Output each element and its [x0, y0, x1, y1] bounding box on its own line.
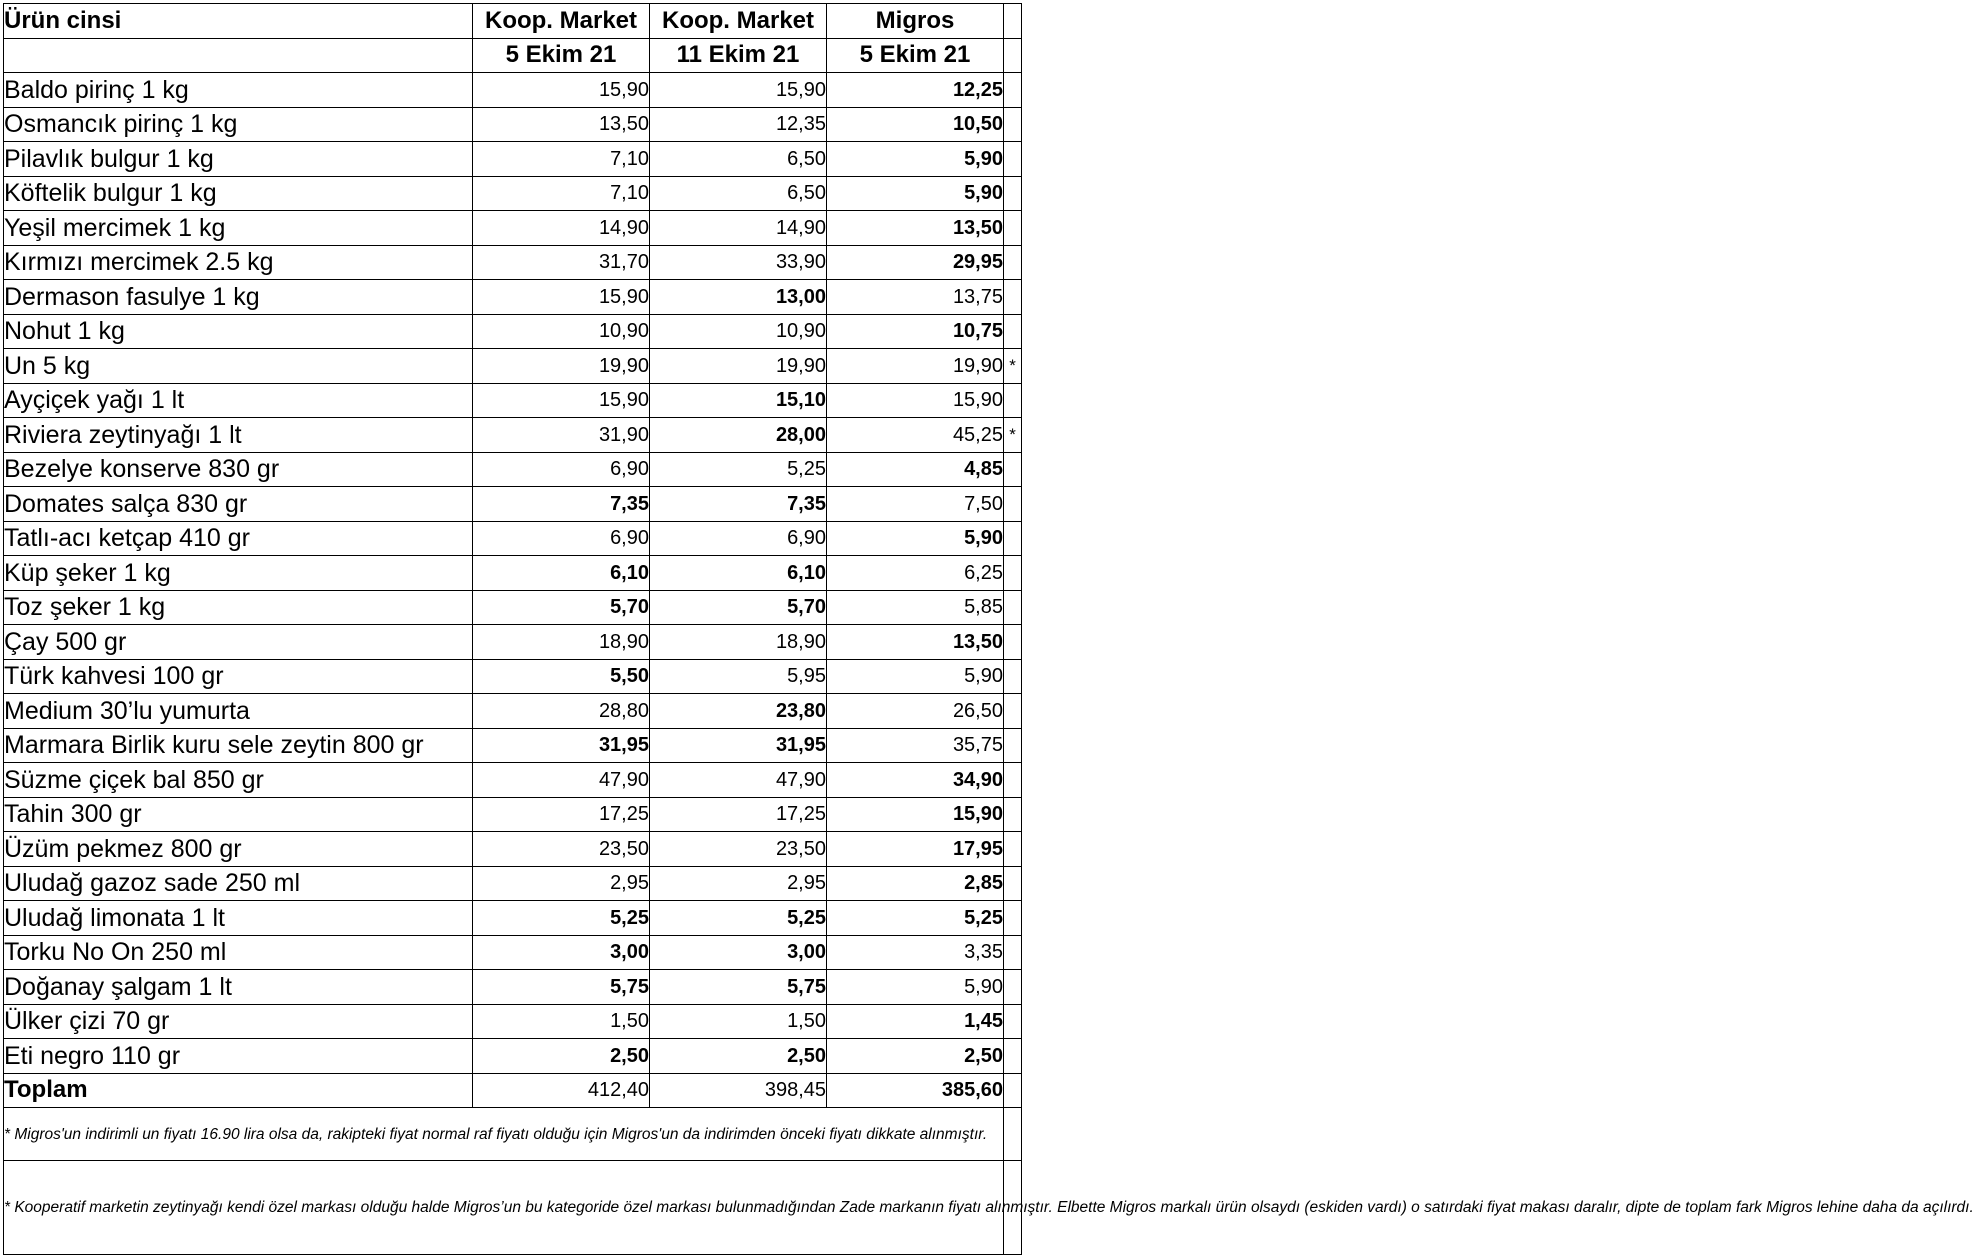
price-migros-5-ekim: 2,50	[827, 1039, 1004, 1074]
price-koop-11-ekim: 5,25	[650, 901, 827, 936]
table-row	[4, 452, 1022, 487]
footnote-text: * Kooperatif marketin zeytinyağı kendi özel markası olduğu halde Migros’un bu kategoride özel markası bulunmadığından Zade markanın fiyatı alınmıştır. Elbette Migros markalı ürün olsaydı (eskiden vardı) o satırdaki fiyat makası daralır, dipte de toplam fark Migros lehine daha da açılırdı.	[4, 1161, 1004, 1255]
product-name: Ülker çizi 70 gr	[4, 1004, 473, 1039]
total-migros-5-ekim: 385,60	[827, 1073, 1004, 1108]
date-header-koop-2: 11 Ekim 21	[650, 38, 827, 73]
table-row	[4, 107, 1022, 142]
product-name: Çay 500 gr	[4, 625, 473, 660]
table-row	[4, 487, 1022, 522]
footnote-marker-cell	[1004, 1108, 1022, 1161]
footnote-marker	[1004, 901, 1022, 936]
table-row	[4, 418, 1022, 453]
price-koop-5-ekim: 47,90	[473, 763, 650, 798]
product-name: Torku No On 250 ml	[4, 935, 473, 970]
price-koop-5-ekim: 5,50	[473, 659, 650, 694]
price-migros-5-ekim: 15,90	[827, 383, 1004, 418]
price-migros-5-ekim: 5,90	[827, 521, 1004, 556]
footnote-marker	[1004, 832, 1022, 867]
price-koop-11-ekim: 15,90	[650, 73, 827, 108]
footnote-marker	[1004, 935, 1022, 970]
product-name: Medium 30’lu yumurta	[4, 694, 473, 729]
price-koop-5-ekim: 15,90	[473, 280, 650, 315]
price-migros-5-ekim: 10,75	[827, 314, 1004, 349]
price-migros-5-ekim: 17,95	[827, 832, 1004, 867]
price-koop-11-ekim: 13,00	[650, 280, 827, 315]
table-row	[4, 349, 1022, 384]
footnote-marker	[1004, 590, 1022, 625]
footnote-marker	[1004, 107, 1022, 142]
price-koop-11-ekim: 1,50	[650, 1004, 827, 1039]
product-name: Türk kahvesi 100 gr	[4, 659, 473, 694]
price-koop-11-ekim: 28,00	[650, 418, 827, 453]
table-row	[4, 901, 1022, 936]
price-migros-5-ekim: 13,50	[827, 211, 1004, 246]
footnote-marker	[1004, 763, 1022, 798]
price-migros-5-ekim: 3,35	[827, 935, 1004, 970]
table-row	[4, 866, 1022, 901]
price-koop-11-ekim: 47,90	[650, 763, 827, 798]
product-name: Un 5 kg	[4, 349, 473, 384]
table-row	[4, 280, 1022, 315]
price-koop-11-ekim: 18,90	[650, 625, 827, 660]
price-koop-11-ekim: 5,70	[650, 590, 827, 625]
table-row	[4, 728, 1022, 763]
price-koop-5-ekim: 5,75	[473, 970, 650, 1005]
price-koop-5-ekim: 2,95	[473, 866, 650, 901]
price-migros-5-ekim: 10,50	[827, 107, 1004, 142]
footnote-marker	[1004, 452, 1022, 487]
table-row	[4, 73, 1022, 108]
total-label: Toplam	[4, 1073, 473, 1108]
price-koop-11-ekim: 2,50	[650, 1039, 827, 1074]
price-koop-5-ekim: 31,70	[473, 245, 650, 280]
table-row	[4, 694, 1022, 729]
price-migros-5-ekim: 5,85	[827, 590, 1004, 625]
price-koop-5-ekim: 6,90	[473, 521, 650, 556]
table-row	[4, 590, 1022, 625]
product-name: Yeşil mercimek 1 kg	[4, 211, 473, 246]
product-column-subheader	[4, 38, 473, 73]
footnote-marker	[1004, 142, 1022, 177]
product-name: Uludağ gazoz sade 250 ml	[4, 866, 473, 901]
table-row	[4, 314, 1022, 349]
product-name: Toz şeker 1 kg	[4, 590, 473, 625]
total-koop-11-ekim: 398,45	[650, 1073, 827, 1108]
price-koop-11-ekim: 23,80	[650, 694, 827, 729]
footnote-marker	[1004, 1039, 1022, 1074]
table-row	[4, 245, 1022, 280]
price-migros-5-ekim: 4,85	[827, 452, 1004, 487]
price-koop-11-ekim: 5,25	[650, 452, 827, 487]
product-name: Baldo pirinç 1 kg	[4, 73, 473, 108]
footnote-marker	[1004, 314, 1022, 349]
price-koop-5-ekim: 19,90	[473, 349, 650, 384]
price-koop-5-ekim: 6,90	[473, 452, 650, 487]
footnote-marker	[1004, 866, 1022, 901]
price-migros-5-ekim: 45,25	[827, 418, 1004, 453]
table-row	[4, 797, 1022, 832]
product-column-header: Ürün cinsi	[4, 4, 473, 39]
footnote-marker	[1004, 556, 1022, 591]
price-koop-11-ekim: 12,35	[650, 107, 827, 142]
footnote-marker	[1004, 245, 1022, 280]
footnote-row	[4, 1161, 1022, 1255]
product-name: Üzüm pekmez 800 gr	[4, 832, 473, 867]
footnote-row	[4, 1108, 1022, 1161]
price-koop-5-ekim: 7,10	[473, 176, 650, 211]
price-koop-5-ekim: 23,50	[473, 832, 650, 867]
price-koop-5-ekim: 13,50	[473, 107, 650, 142]
price-koop-5-ekim: 10,90	[473, 314, 650, 349]
footnote-marker	[1004, 728, 1022, 763]
table-row	[4, 832, 1022, 867]
price-koop-5-ekim: 17,25	[473, 797, 650, 832]
price-koop-5-ekim: 5,25	[473, 901, 650, 936]
table-row	[4, 659, 1022, 694]
price-koop-11-ekim: 33,90	[650, 245, 827, 280]
product-name: Ayçiçek yağı 1 lt	[4, 383, 473, 418]
price-koop-5-ekim: 31,90	[473, 418, 650, 453]
product-name: Pilavlık bulgur 1 kg	[4, 142, 473, 177]
marker-column-subheader	[1004, 38, 1022, 73]
total-marker-cell	[1004, 1073, 1022, 1108]
table-row	[4, 763, 1022, 798]
table-row	[4, 176, 1022, 211]
total-row	[4, 1073, 1022, 1108]
product-name: Süzme çiçek bal 850 gr	[4, 763, 473, 798]
footnote-marker	[1004, 280, 1022, 315]
price-koop-11-ekim: 14,90	[650, 211, 827, 246]
footnote-marker	[1004, 521, 1022, 556]
table-row	[4, 935, 1022, 970]
product-name: Riviera zeytinyağı 1 lt	[4, 418, 473, 453]
price-koop-11-ekim: 5,95	[650, 659, 827, 694]
price-migros-5-ekim: 13,75	[827, 280, 1004, 315]
price-migros-5-ekim: 5,90	[827, 176, 1004, 211]
table-row	[4, 211, 1022, 246]
date-header-migros: 5 Ekim 21	[827, 38, 1004, 73]
header-row-stores	[4, 4, 1022, 39]
product-name: Dermason fasulye 1 kg	[4, 280, 473, 315]
price-migros-5-ekim: 5,90	[827, 659, 1004, 694]
table-row	[4, 142, 1022, 177]
price-koop-5-ekim: 31,95	[473, 728, 650, 763]
price-migros-5-ekim: 26,50	[827, 694, 1004, 729]
price-koop-5-ekim: 15,90	[473, 383, 650, 418]
product-name: Marmara Birlik kuru sele zeytin 800 gr	[4, 728, 473, 763]
price-migros-5-ekim: 35,75	[827, 728, 1004, 763]
footnote-marker	[1004, 176, 1022, 211]
header-row-dates	[4, 38, 1022, 73]
footnote-marker	[1004, 73, 1022, 108]
price-koop-11-ekim: 23,50	[650, 832, 827, 867]
price-koop-11-ekim: 3,00	[650, 935, 827, 970]
price-koop-5-ekim: 3,00	[473, 935, 650, 970]
price-migros-5-ekim: 12,25	[827, 73, 1004, 108]
price-koop-5-ekim: 5,70	[473, 590, 650, 625]
price-migros-5-ekim: 5,25	[827, 901, 1004, 936]
product-name: Tatlı-acı ketçap 410 gr	[4, 521, 473, 556]
price-koop-11-ekim: 15,10	[650, 383, 827, 418]
product-name: Kırmızı mercimek 2.5 kg	[4, 245, 473, 280]
store-header-koop-1: Koop. Market	[473, 4, 650, 39]
price-koop-5-ekim: 14,90	[473, 211, 650, 246]
product-name: Domates salça 830 gr	[4, 487, 473, 522]
table-row	[4, 625, 1022, 660]
footnote-marker	[1004, 383, 1022, 418]
footnote-marker	[1004, 625, 1022, 660]
price-koop-11-ekim: 31,95	[650, 728, 827, 763]
price-koop-11-ekim: 7,35	[650, 487, 827, 522]
table-row	[4, 383, 1022, 418]
product-name: Eti negro 110 gr	[4, 1039, 473, 1074]
total-koop-5-ekim: 412,40	[473, 1073, 650, 1108]
price-migros-5-ekim: 7,50	[827, 487, 1004, 522]
price-koop-11-ekim: 10,90	[650, 314, 827, 349]
footnote-marker	[1004, 659, 1022, 694]
footnote-text: * Migros'un indirimli un fiyatı 16.90 lira olsa da, rakipteki fiyat normal raf fiyatı olduğu için Migros'un da indirimden önceki fiyatı dikkate alınmıştır.	[4, 1108, 1004, 1161]
date-header-koop-1: 5 Ekim 21	[473, 38, 650, 73]
price-migros-5-ekim: 15,90	[827, 797, 1004, 832]
table-row	[4, 970, 1022, 1005]
table-row	[4, 1039, 1022, 1074]
product-name: Doğanay şalgam 1 lt	[4, 970, 473, 1005]
price-koop-5-ekim: 7,10	[473, 142, 650, 177]
price-comparison-table	[3, 3, 1974, 1255]
price-migros-5-ekim: 29,95	[827, 245, 1004, 280]
price-migros-5-ekim: 13,50	[827, 625, 1004, 660]
price-migros-5-ekim: 19,90	[827, 349, 1004, 384]
product-name: Küp şeker 1 kg	[4, 556, 473, 591]
store-header-koop-2: Koop. Market	[650, 4, 827, 39]
price-koop-5-ekim: 18,90	[473, 625, 650, 660]
footnote-marker	[1004, 694, 1022, 729]
product-name: Nohut 1 kg	[4, 314, 473, 349]
footnote-marker	[1004, 970, 1022, 1005]
footnote-marker: *	[1004, 349, 1022, 384]
product-name: Tahin 300 gr	[4, 797, 473, 832]
price-koop-11-ekim: 6,50	[650, 176, 827, 211]
price-koop-5-ekim: 6,10	[473, 556, 650, 591]
marker-column-header	[1004, 4, 1022, 39]
store-header-migros: Migros	[827, 4, 1004, 39]
price-koop-11-ekim: 6,50	[650, 142, 827, 177]
footnote-marker	[1004, 1004, 1022, 1039]
price-koop-11-ekim: 6,90	[650, 521, 827, 556]
product-name: Bezelye konserve 830 gr	[4, 452, 473, 487]
table-row	[4, 521, 1022, 556]
table-row	[4, 1004, 1022, 1039]
price-migros-5-ekim: 1,45	[827, 1004, 1004, 1039]
price-migros-5-ekim: 34,90	[827, 763, 1004, 798]
price-koop-11-ekim: 5,75	[650, 970, 827, 1005]
footnote-marker	[1004, 211, 1022, 246]
price-koop-5-ekim: 2,50	[473, 1039, 650, 1074]
price-migros-5-ekim: 5,90	[827, 970, 1004, 1005]
price-koop-11-ekim: 19,90	[650, 349, 827, 384]
price-migros-5-ekim: 5,90	[827, 142, 1004, 177]
table-row	[4, 556, 1022, 591]
footnote-marker	[1004, 487, 1022, 522]
footnote-marker	[1004, 797, 1022, 832]
price-koop-11-ekim: 2,95	[650, 866, 827, 901]
price-migros-5-ekim: 2,85	[827, 866, 1004, 901]
price-koop-5-ekim: 28,80	[473, 694, 650, 729]
price-koop-11-ekim: 17,25	[650, 797, 827, 832]
price-koop-5-ekim: 7,35	[473, 487, 650, 522]
price-koop-5-ekim: 1,50	[473, 1004, 650, 1039]
product-name: Uludağ limonata 1 lt	[4, 901, 473, 936]
product-name: Köftelik bulgur 1 kg	[4, 176, 473, 211]
price-koop-5-ekim: 15,90	[473, 73, 650, 108]
price-koop-11-ekim: 6,10	[650, 556, 827, 591]
product-name: Osmancık pirinç 1 kg	[4, 107, 473, 142]
footnote-marker: *	[1004, 418, 1022, 453]
price-migros-5-ekim: 6,25	[827, 556, 1004, 591]
